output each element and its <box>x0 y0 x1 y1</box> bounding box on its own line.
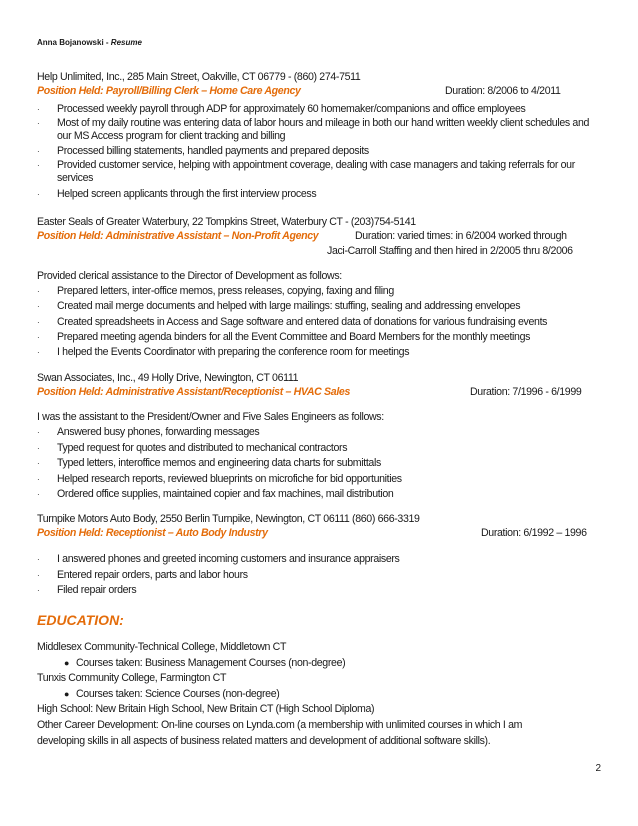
job2-duration-cont: Jaci-Carroll Staffing and then hired in 2/2005 thru 8/2006 <box>327 245 573 257</box>
job1-bullet-3: Processed billing statements, handled payments and prepared deposits <box>57 145 369 157</box>
job2-bullet-1: Prepared letters, inter-office memos, press releases, copying, faxing and filing <box>57 285 394 297</box>
job3-bullet-1: Answered busy phones, forwarding messages <box>57 426 260 438</box>
job2-intro: Provided clerical assistance to the Director of Development as follows: <box>37 270 342 282</box>
bullet-marker: · <box>37 348 40 357</box>
job2-bullet-5: I helped the Events Coordinator with preparing the conference room for meetings <box>57 346 410 358</box>
education-heading: EDUCATION: <box>37 612 124 628</box>
job4-employer: Turnpike Motors Auto Body, 2550 Berlin Turnpike, Newington, CT 06111 (860) 666-3319 <box>37 513 420 525</box>
bullet-marker: · <box>37 287 40 296</box>
education-bullet: ● <box>64 689 70 699</box>
job2-bullet-4: Prepared meeting agenda binders for all the Event Committee and Board Members for the monthly meetings <box>57 331 531 343</box>
bullet-marker: · <box>37 586 40 595</box>
job3-employer: Swan Associates, Inc., 49 Holly Drive, Newington, CT 06111 <box>37 372 299 384</box>
job4-position <box>37 527 268 539</box>
header-doc-type: Resume <box>110 38 142 47</box>
job1-employer: Help Unlimited, Inc., 285 Main Street, Oakville, CT 06779 - (860) 274-7511 <box>37 71 361 83</box>
job1-position-title: Payroll/Billing Clerk – Home Care Agency <box>105 85 301 97</box>
bullet-marker: · <box>37 555 40 564</box>
page-number: 2 <box>595 763 601 774</box>
job4-position-label: Position Held: <box>37 527 106 539</box>
bullet-marker: · <box>37 475 40 484</box>
education-high-school: High School: New Britain High School, New Britain CT (High School Diploma) <box>37 703 375 715</box>
job3-duration: Duration: 7/1996 - 6/1999 <box>470 386 582 398</box>
job3-bullet-2: Typed request for quotes and distributed to mechanical contractors <box>57 442 348 454</box>
bullet-marker: · <box>37 119 40 128</box>
job1-duration: Duration: 8/2006 to 4/2011 <box>445 85 561 97</box>
job4-bullet-1: I answered phones and greeted incoming customers and insurance appraisers <box>57 553 400 565</box>
job3-position-label: Position Held: <box>37 386 106 398</box>
resume-header <box>37 38 142 47</box>
bullet-marker: · <box>37 318 40 327</box>
job4-position-title: Receptionist – Auto Body Industry <box>105 527 268 539</box>
education-bullet: ● <box>64 658 70 668</box>
education-course-2: Courses taken: Science Courses (non-degree) <box>76 688 280 700</box>
job1-position-label: Position Held: <box>37 85 106 97</box>
bullet-marker: · <box>37 428 40 437</box>
job1-bullet-5: Helped screen applicants through the first interview process <box>57 188 317 200</box>
job2-bullet-2: Created mail merge documents and helped with large mailings: stuffing, sealing and addressing envelopes <box>57 300 521 312</box>
job3-intro: I was the assistant to the President/Owner and Five Sales Engineers as follows: <box>37 411 384 423</box>
job3-position-title: Administrative Assistant/Receptionist – HVAC Sales <box>105 386 350 398</box>
job4-duration: Duration: 6/1992 – 1996 <box>481 527 587 539</box>
job1-bullet-2: Most of my daily routine was entering data of labor hours and mileage in both our hand written weekly client schedules and our MS Access program for client tracking and billing <box>57 117 590 142</box>
job4-bullet-3: Filed repair orders <box>57 584 137 596</box>
job4-bullet-2: Entered repair orders, parts and labor hours <box>57 569 248 581</box>
bullet-marker: · <box>37 161 40 170</box>
job2-duration: Duration: varied times: in 6/2004 worked through <box>355 230 567 242</box>
bullet-marker: · <box>37 190 40 199</box>
education-school-2: Tunxis Community College, Farmington CT <box>37 672 227 684</box>
job1-bullet-1: Processed weekly payroll through ADP for approximately 60 homemaker/companions and office employees <box>57 103 526 115</box>
job2-position-title: Administrative Assistant – Non-Profit Agency <box>105 230 319 242</box>
job3-bullet-4: Helped research reports, reviewed blueprints on microfiche for bid opportunities <box>57 473 402 485</box>
job1-bullet-4: Provided customer service, helping with appointment coverage, dealing with case managers and taking referrals for our services <box>57 159 575 184</box>
job2-position-label: Position Held: <box>37 230 106 242</box>
education-school-1: Middlesex Community-Technical College, Middletown CT <box>37 641 287 653</box>
job3-position <box>37 386 350 398</box>
bullet-marker: · <box>37 459 40 468</box>
education-other-line-2: developing skills in all aspects of business related matters and development of additional software skills). <box>37 735 491 747</box>
bullet-marker: · <box>37 571 40 580</box>
job1-position <box>37 85 301 97</box>
bullet-marker: · <box>37 302 40 311</box>
job2-position <box>37 230 318 242</box>
header-name: Anna Bojanowski - <box>37 38 111 47</box>
job3-bullet-5: Ordered office supplies, maintained copier and fax machines, mail distribution <box>57 488 394 500</box>
bullet-marker: · <box>37 147 40 156</box>
job3-bullet-3: Typed letters, interoffice memos and engineering data charts for submittals <box>57 457 381 469</box>
bullet-marker: · <box>37 333 40 342</box>
bullet-marker: · <box>37 444 40 453</box>
education-other-line-1: Other Career Development: On-line courses on Lynda.com (a membership with unlimited courses in which I am <box>37 719 523 731</box>
job2-employer: Easter Seals of Greater Waterbury, 22 Tompkins Street, Waterbury CT - (203)754-5141 <box>37 216 416 228</box>
education-course-1: Courses taken: Business Management Courses (non-degree) <box>76 657 346 669</box>
bullet-marker: · <box>37 490 40 499</box>
bullet-marker: · <box>37 105 40 114</box>
job2-bullet-3: Created spreadsheets in Access and Sage software and entered data of donations for various fundraising events <box>57 316 548 328</box>
